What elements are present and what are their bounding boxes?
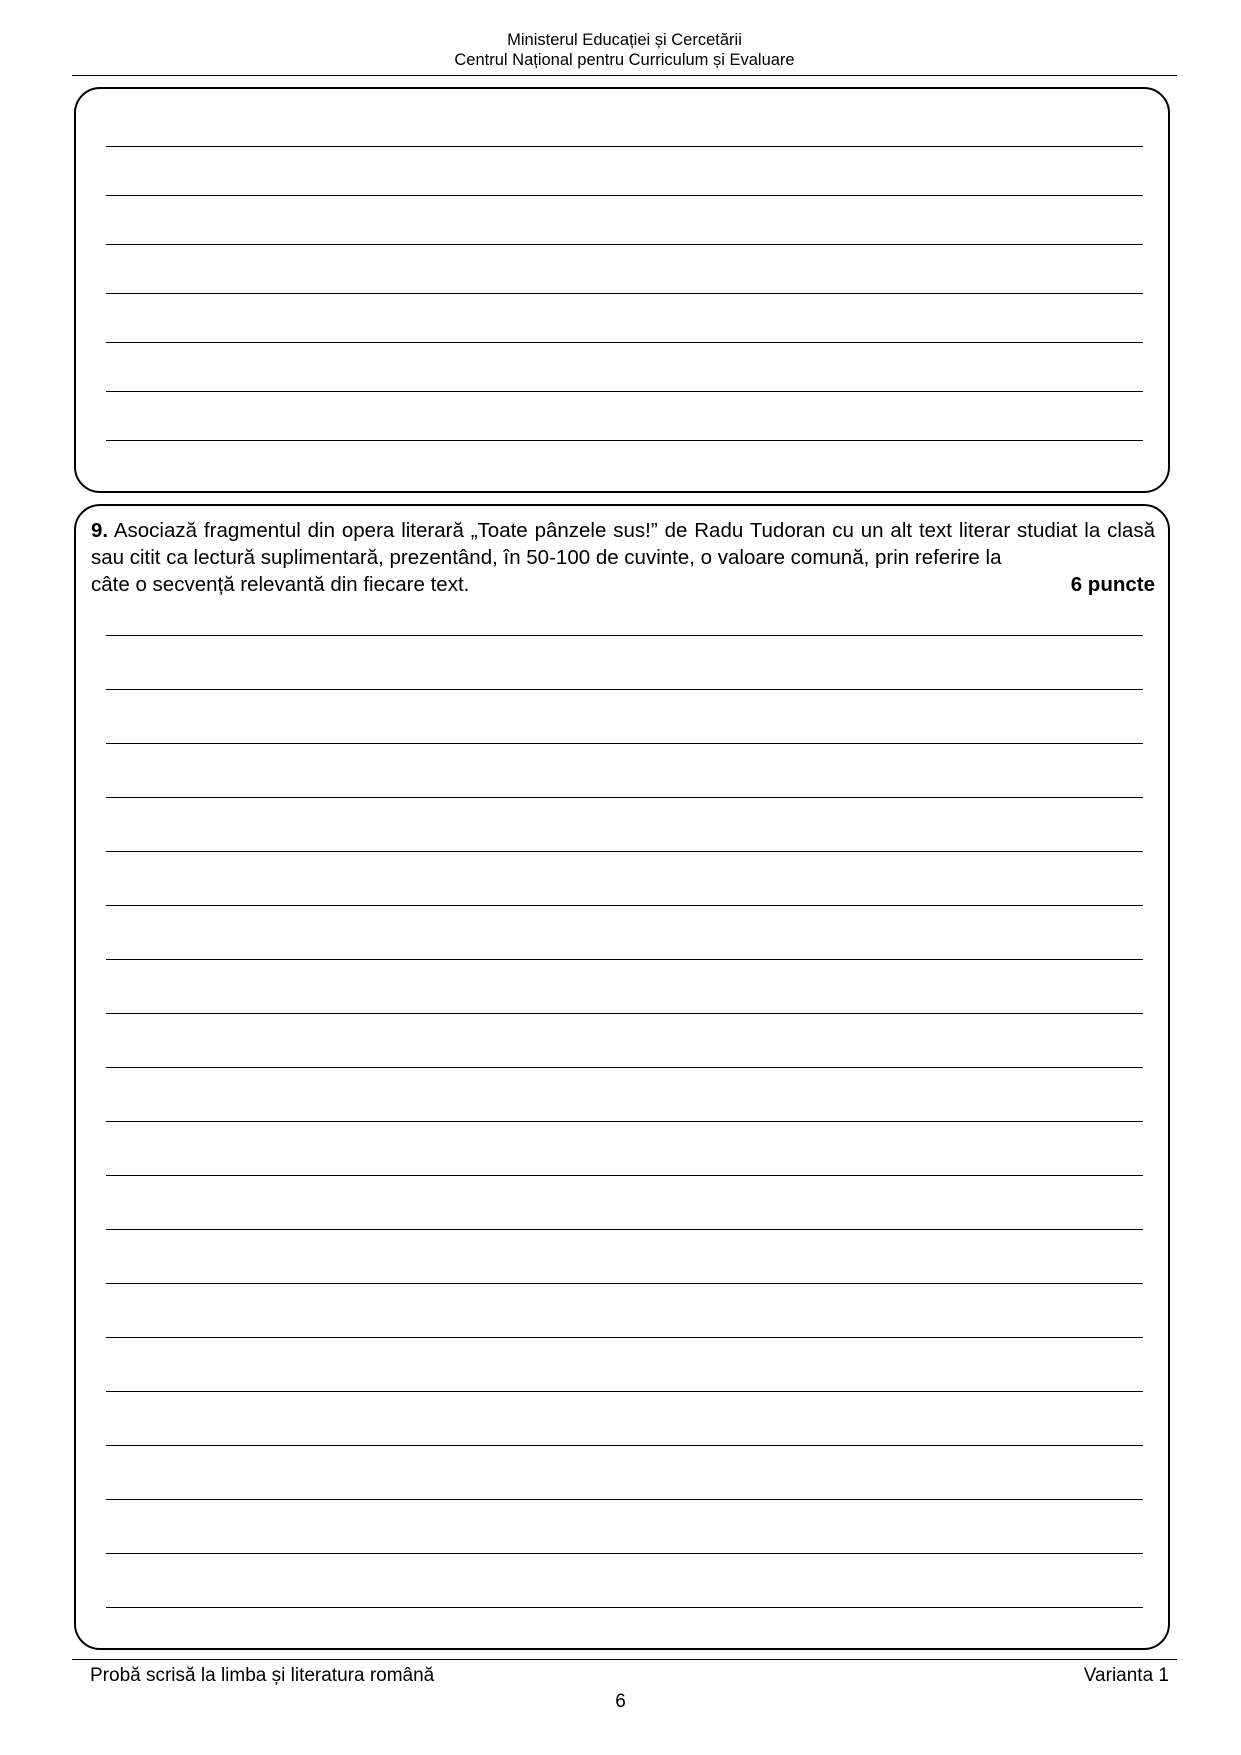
writing-line[interactable] bbox=[106, 1283, 1143, 1284]
writing-line[interactable] bbox=[106, 851, 1143, 852]
page-header bbox=[72, 30, 1177, 70]
writing-line[interactable] bbox=[106, 1229, 1143, 1230]
writing-line[interactable] bbox=[106, 440, 1143, 441]
question-9-last-line bbox=[91, 571, 1155, 598]
ministry-name: Ministerul Educației și Cercetării bbox=[507, 31, 742, 49]
question-text-end: câte o secvență relevantă din fiecare text. bbox=[91, 573, 470, 596]
writing-line[interactable] bbox=[106, 1013, 1143, 1014]
writing-line[interactable] bbox=[106, 905, 1143, 906]
center-name: Centrul Național pentru Curriculum și Evaluare bbox=[454, 51, 795, 69]
points-label: 6 puncte bbox=[1070, 573, 1155, 596]
writing-line[interactable] bbox=[106, 244, 1143, 245]
writing-line[interactable] bbox=[106, 689, 1143, 690]
writing-line[interactable] bbox=[106, 1607, 1143, 1608]
writing-line[interactable] bbox=[106, 391, 1143, 392]
writing-line[interactable] bbox=[106, 1499, 1143, 1500]
question-9-prompt bbox=[91, 517, 1155, 571]
writing-line[interactable] bbox=[106, 959, 1143, 960]
writing-line[interactable] bbox=[106, 1175, 1143, 1176]
writing-line[interactable] bbox=[106, 797, 1143, 798]
question-text: Asociază fragmentul din opera literară „Toate pânzele sus!” de Radu Tudoran cu un alt text literar studiat la clasă sau citit ca lectură suplimentară, prezentând, în 50-100 de cuvinte, o valoare comună, prin referire la bbox=[91, 519, 1155, 569]
writing-line[interactable] bbox=[106, 743, 1143, 744]
question-number: 9. bbox=[91, 519, 109, 542]
variant-label: Varianta 1 bbox=[1083, 1665, 1169, 1686]
writing-line[interactable] bbox=[106, 342, 1143, 343]
answer-box-previous-question[interactable] bbox=[74, 87, 1170, 493]
writing-line[interactable] bbox=[106, 293, 1143, 294]
writing-line[interactable] bbox=[106, 195, 1143, 196]
header-divider bbox=[72, 75, 1177, 76]
writing-line[interactable] bbox=[106, 1391, 1143, 1392]
writing-line[interactable] bbox=[106, 635, 1143, 636]
writing-line[interactable] bbox=[106, 146, 1143, 147]
writing-line[interactable] bbox=[106, 1445, 1143, 1446]
exam-title: Probă scrisă la limba și literatura română bbox=[90, 1665, 435, 1686]
page-number: 6 bbox=[615, 1691, 626, 1712]
writing-line[interactable] bbox=[106, 1067, 1143, 1068]
writing-line[interactable] bbox=[106, 1553, 1143, 1554]
writing-line[interactable] bbox=[106, 1337, 1143, 1338]
writing-line[interactable] bbox=[106, 1121, 1143, 1122]
question-9-box[interactable] bbox=[74, 504, 1170, 1650]
footer-divider bbox=[72, 1659, 1177, 1660]
